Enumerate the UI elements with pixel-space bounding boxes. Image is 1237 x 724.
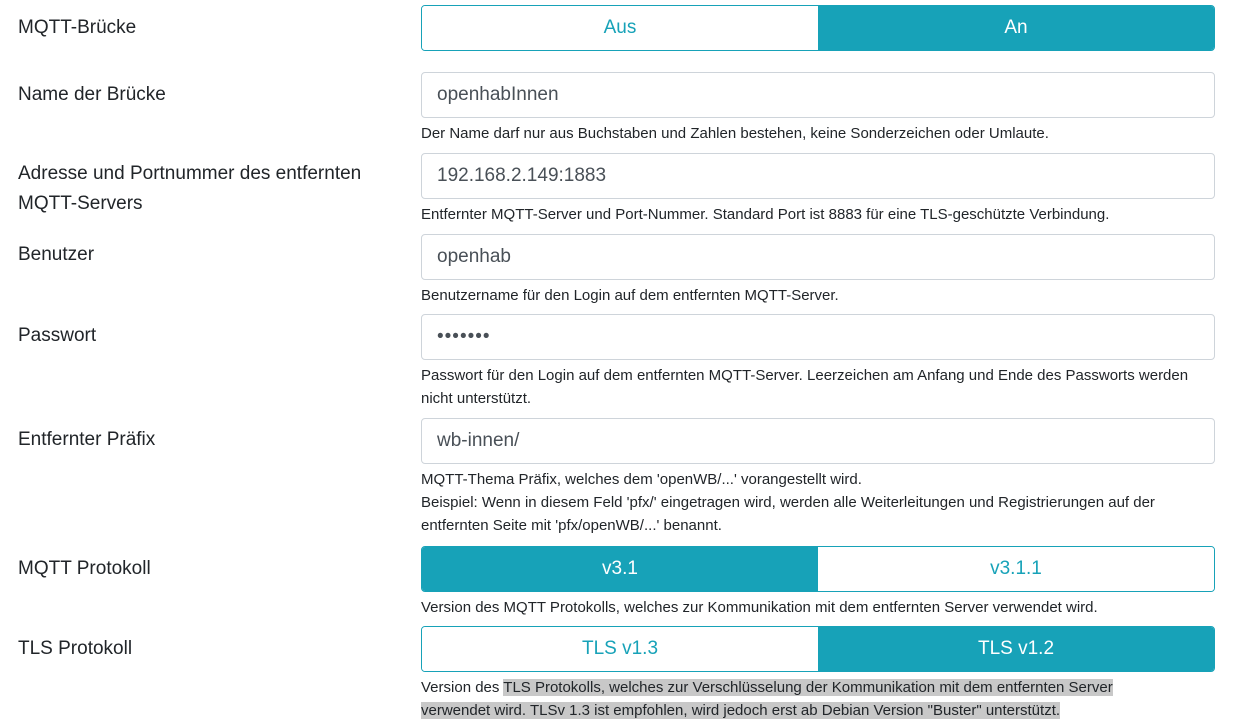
remote-prefix-control [421, 418, 1215, 537]
password-label: Passwort [18, 325, 97, 346]
password-input[interactable]: ••••••• [421, 314, 1215, 360]
bridge-name-help: Der Name darf nur aus Buchstaben und Zahlen bestehen, keine Sonderzeichen oder Umlaute. [421, 125, 1049, 142]
remote-prefix-help-line2: Beispiel: Wenn in diesem Feld 'pfx/' eingetragen wird, werden alle Weiterleitungen und Registrierungen auf der entfernten Seite mit 'pfx/openWB/...' benannt. [421, 494, 1155, 534]
remote-prefix-help-line1: MQTT-Thema Präfix, welches dem 'openWB/...' vorangestellt wird. [421, 471, 862, 488]
mqtt-bridge-off-button[interactable]: Aus [422, 6, 818, 50]
user-label: Benutzer [18, 244, 95, 265]
tls-protocol-help-highlighted: TLS Protokolls, welches zur Verschlüsselung der Kommunikation mit dem entfernten Server verwendet wird. TLSv 1.3 ist empfohlen, wird jedoch erst ab Debian Version "Buster" unterstützt. [421, 679, 1113, 719]
bridge-name-input[interactable] [421, 72, 1215, 118]
mqtt-protocol-help: Version des MQTT Protokolls, welches zur Kommunikation mit dem entfernten Server verwendet wird. [421, 599, 1098, 616]
remote-prefix-label: Entfernter Präfix [18, 429, 156, 450]
mqtt-protocol-v31-button[interactable]: v3.1 [422, 547, 818, 591]
tls-protocol-help-prefix: Version des [421, 679, 504, 696]
mqtt-bridge-on-button[interactable]: An [818, 6, 1214, 50]
tls-protocol-toggle [421, 626, 1215, 672]
mqtt-bridge-label: MQTT-Brücke [18, 17, 137, 38]
tls-protocol-control [421, 626, 1215, 722]
mqtt-bridge-control [421, 5, 1215, 51]
remote-prefix-input[interactable] [421, 418, 1215, 464]
user-input[interactable] [421, 234, 1215, 280]
mqtt-protocol-toggle [421, 546, 1215, 592]
tls-protocol-help [421, 676, 1161, 722]
mqtt-protocol-label: MQTT Protokoll [18, 558, 151, 579]
mqtt-protocol-v311-button[interactable]: v3.1.1 [818, 547, 1214, 591]
password-control [421, 314, 1215, 410]
bridge-name-control [421, 72, 1215, 145]
user-help: Benutzername für den Login auf dem entfernten MQTT-Server. [421, 287, 839, 304]
remote-address-label: Adresse und Portnummer des entfernten MQTT-Servers [18, 163, 362, 214]
user-control [421, 234, 1215, 307]
remote-address-control [421, 153, 1215, 226]
tls-protocol-label: TLS Protokoll [18, 638, 133, 659]
remote-address-input[interactable] [421, 153, 1215, 199]
password-help: Passwort für den Login auf dem entfernten MQTT-Server. Leerzeichen am Anfang und Ende des Passworts werden nicht unterstützt. [421, 367, 1189, 407]
remote-prefix-help [421, 468, 1221, 537]
tls-v13-button[interactable]: TLS v1.3 [422, 627, 818, 671]
mqtt-protocol-control [421, 546, 1215, 619]
bridge-name-label: Name der Brücke [18, 84, 166, 105]
mqtt-bridge-toggle [421, 5, 1215, 51]
remote-address-help: Entfernter MQTT-Server und Port-Nummer. Standard Port ist 8883 für eine TLS-geschützte Verbindung. [421, 206, 1110, 223]
tls-v12-button[interactable]: TLS v1.2 [818, 627, 1214, 671]
